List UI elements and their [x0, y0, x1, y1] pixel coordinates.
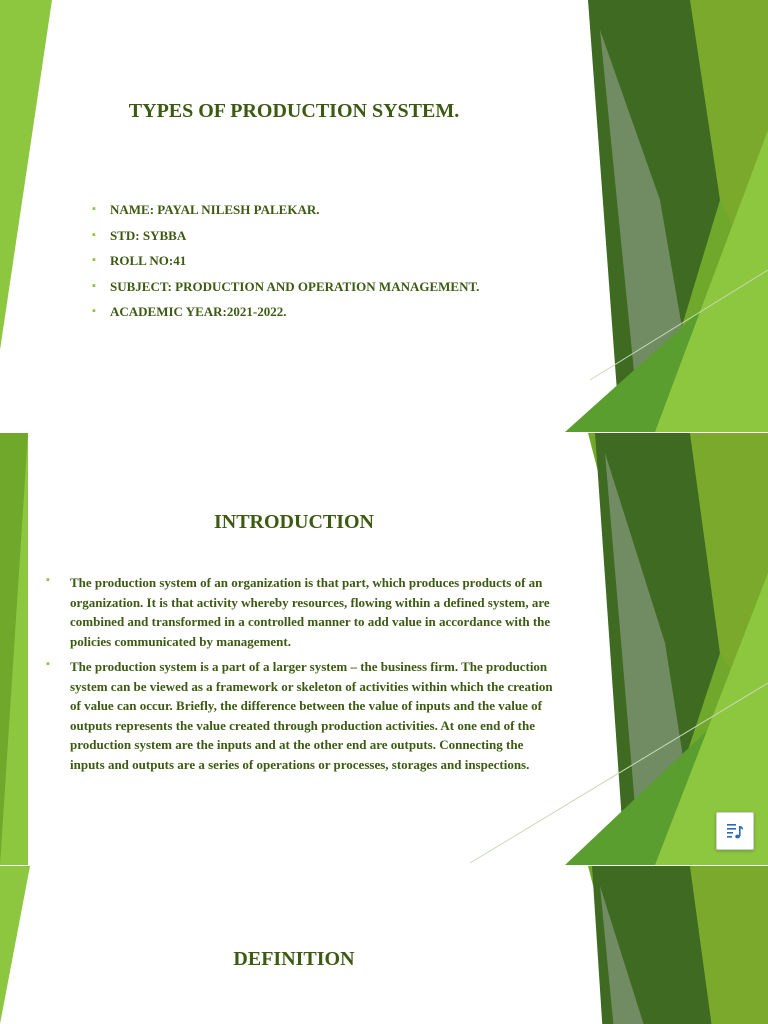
list-item: ▪ The production system of an organization is that part, which produces products of an organization. It is that activity whereby resources, flowing within a defined system, are combined and transformed in a controlled manner to add value in accordance with the policies communicated by management. — [46, 573, 561, 651]
slide-1-bullet-list — [92, 197, 479, 325]
bullet-icon: ▪ — [92, 305, 96, 317]
slide-1 — [0, 0, 768, 432]
slide-2-title: INTRODUCTION — [213, 511, 375, 533]
list-item: ▪ SUBJECT: PRODUCTION AND OPERATION MANAGEMENT. — [92, 274, 479, 300]
list-item: ▪ NAME: PAYAL NILESH PALEKAR. — [92, 197, 479, 223]
bullet-icon: ▪ — [92, 228, 96, 241]
bullet-icon: ▪ — [46, 658, 50, 670]
slide-3-title: DEFINITION — [233, 948, 355, 970]
audio-notes-icon — [725, 821, 745, 841]
bullet-icon: ▪ — [46, 574, 50, 586]
bullet-icon: ▪ — [92, 254, 96, 266]
list-item: ▪ ROLL NO:41 — [92, 248, 479, 274]
list-item: ▪ The production system is a part of a larger system – the business firm. The production system can be viewed as a framework or skeleton of activities within which the creation of value can occur. Briefly, the difference between the value of inputs and the value of outputs represents the value created through production activities. At one end of the production system are the inputs and at the other end are outputs. Connecting the inputs and outputs are a series of operations or processes, storages and inspections. — [46, 657, 561, 774]
audio-button[interactable] — [716, 812, 754, 850]
bullet-icon: ▪ — [92, 279, 96, 292]
list-item: ▪ STD: SYBBA — [92, 223, 479, 249]
slide-2-bullet-list — [46, 573, 561, 780]
slide-3 — [0, 866, 768, 1024]
slide-3-decoration — [0, 866, 768, 1024]
slide-2 — [0, 433, 768, 865]
list-item: ▪ ACADEMIC YEAR:2021-2022. — [92, 299, 479, 325]
bullet-icon: ▪ — [92, 203, 96, 215]
slide-1-title: TYPES OF PRODUCTION SYSTEM. — [128, 100, 460, 122]
